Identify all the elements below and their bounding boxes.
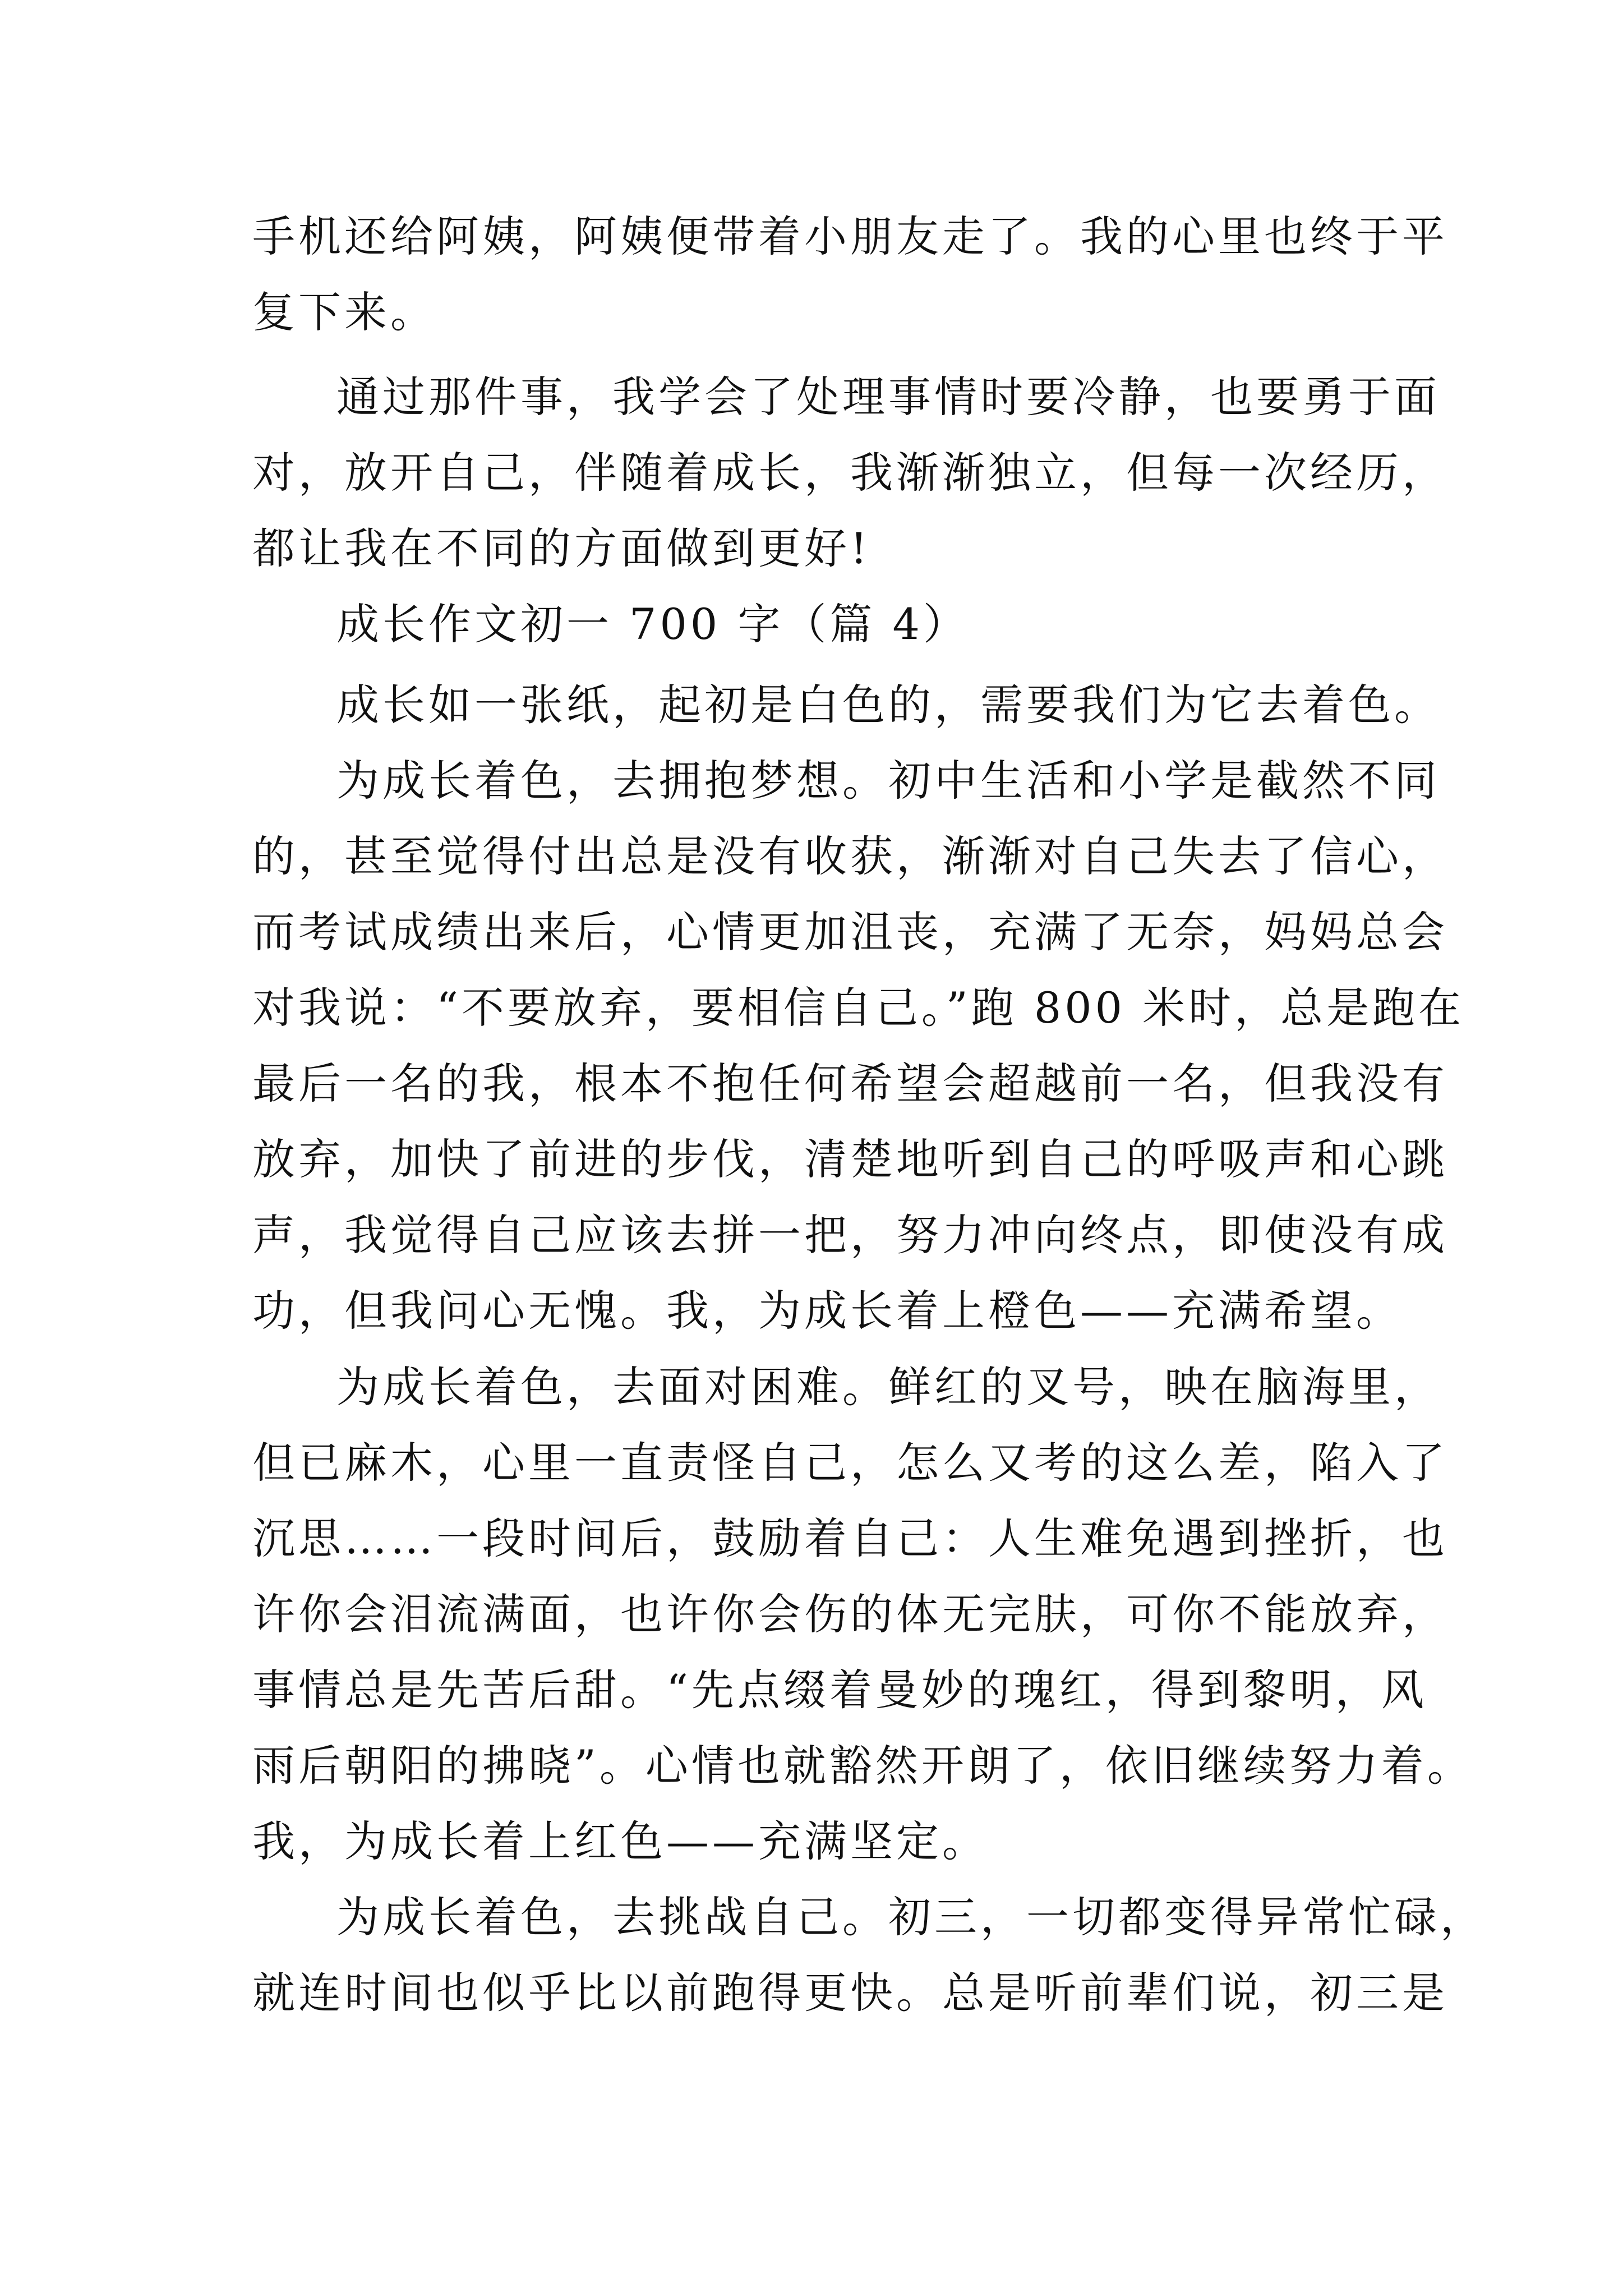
text-line: 通过那件事，我学会了处理事情时要冷静，也要勇于面 (336, 372, 1440, 422)
text-line: 事情总是先苦后甜。“先点缀着曼妙的瑰红，得到黎明，风 (252, 1665, 1427, 1715)
text-line: 我，为成长着上红色——充满坚定。 (252, 1816, 988, 1866)
text-line: 最后一名的我，根本不抱任何希望会超越前一名，但我没有 (252, 1059, 1448, 1108)
text-line: 为成长着色，去拥抱梦想。初中生活和小学是截然不同 (336, 756, 1440, 806)
text-line: 放弃，加快了前进的步伐，清楚地听到自己的呼吸声和心跳 (252, 1134, 1448, 1184)
text-line: 复下来。 (252, 287, 436, 337)
text-line: 而考试成绩出来后，心情更加沮丧，充满了无奈，妈妈总会 (252, 907, 1448, 957)
text-line: 成长如一张纸，起初是白色的，需要我们为它去着色。 (336, 680, 1440, 730)
text-line: 为成长着色，去挑战自己。初三，一切都变得异常忙碌， (336, 1892, 1486, 1942)
section-title: 成长作文初一 700 字（篇 4） (336, 599, 969, 649)
text-line: 雨后朝阳的拂晓”。心情也就豁然开朗了，依旧继续努力着。 (252, 1741, 1473, 1791)
text-line: 声，我觉得自己应该去拼一把，努力冲向终点，即使没有成 (252, 1210, 1448, 1260)
text-line: 对，放开自己，伴随着成长，我渐渐独立，但每一次经历， (252, 448, 1448, 498)
text-line: 沉思……一段时间后，鼓励着自己：人生难免遇到挫折，也 (252, 1513, 1448, 1563)
text-line: 手机还给阿姨，阿姨便带着小朋友走了。我的心里也终于平 (252, 211, 1448, 261)
text-line: 的，甚至觉得付出总是没有收获，渐渐对自己失去了信心， (252, 831, 1448, 881)
text-line: 许你会泪流满面，也许你会伤的体无完肤，可你不能放弃， (252, 1589, 1448, 1639)
text-line: 对我说：“不要放弃，要相信自己。”跑 800 米时，总是跑在 (252, 983, 1465, 1033)
text-line: 为成长着色，去面对困难。鲜红的叉号，映在脑海里， (336, 1362, 1440, 1412)
text-line: 功，但我问心无愧。我，为成长着上橙色——充满希望。 (252, 1286, 1402, 1336)
text-line: 但已麻木，心里一直责怪自己，怎么又考的这么差，陷入了 (252, 1438, 1448, 1488)
text-line: 就连时间也似乎比以前跑得更快。总是听前辈们说，初三是 (252, 1968, 1448, 2018)
text-line: 都让我在不同的方面做到更好! (252, 523, 871, 573)
